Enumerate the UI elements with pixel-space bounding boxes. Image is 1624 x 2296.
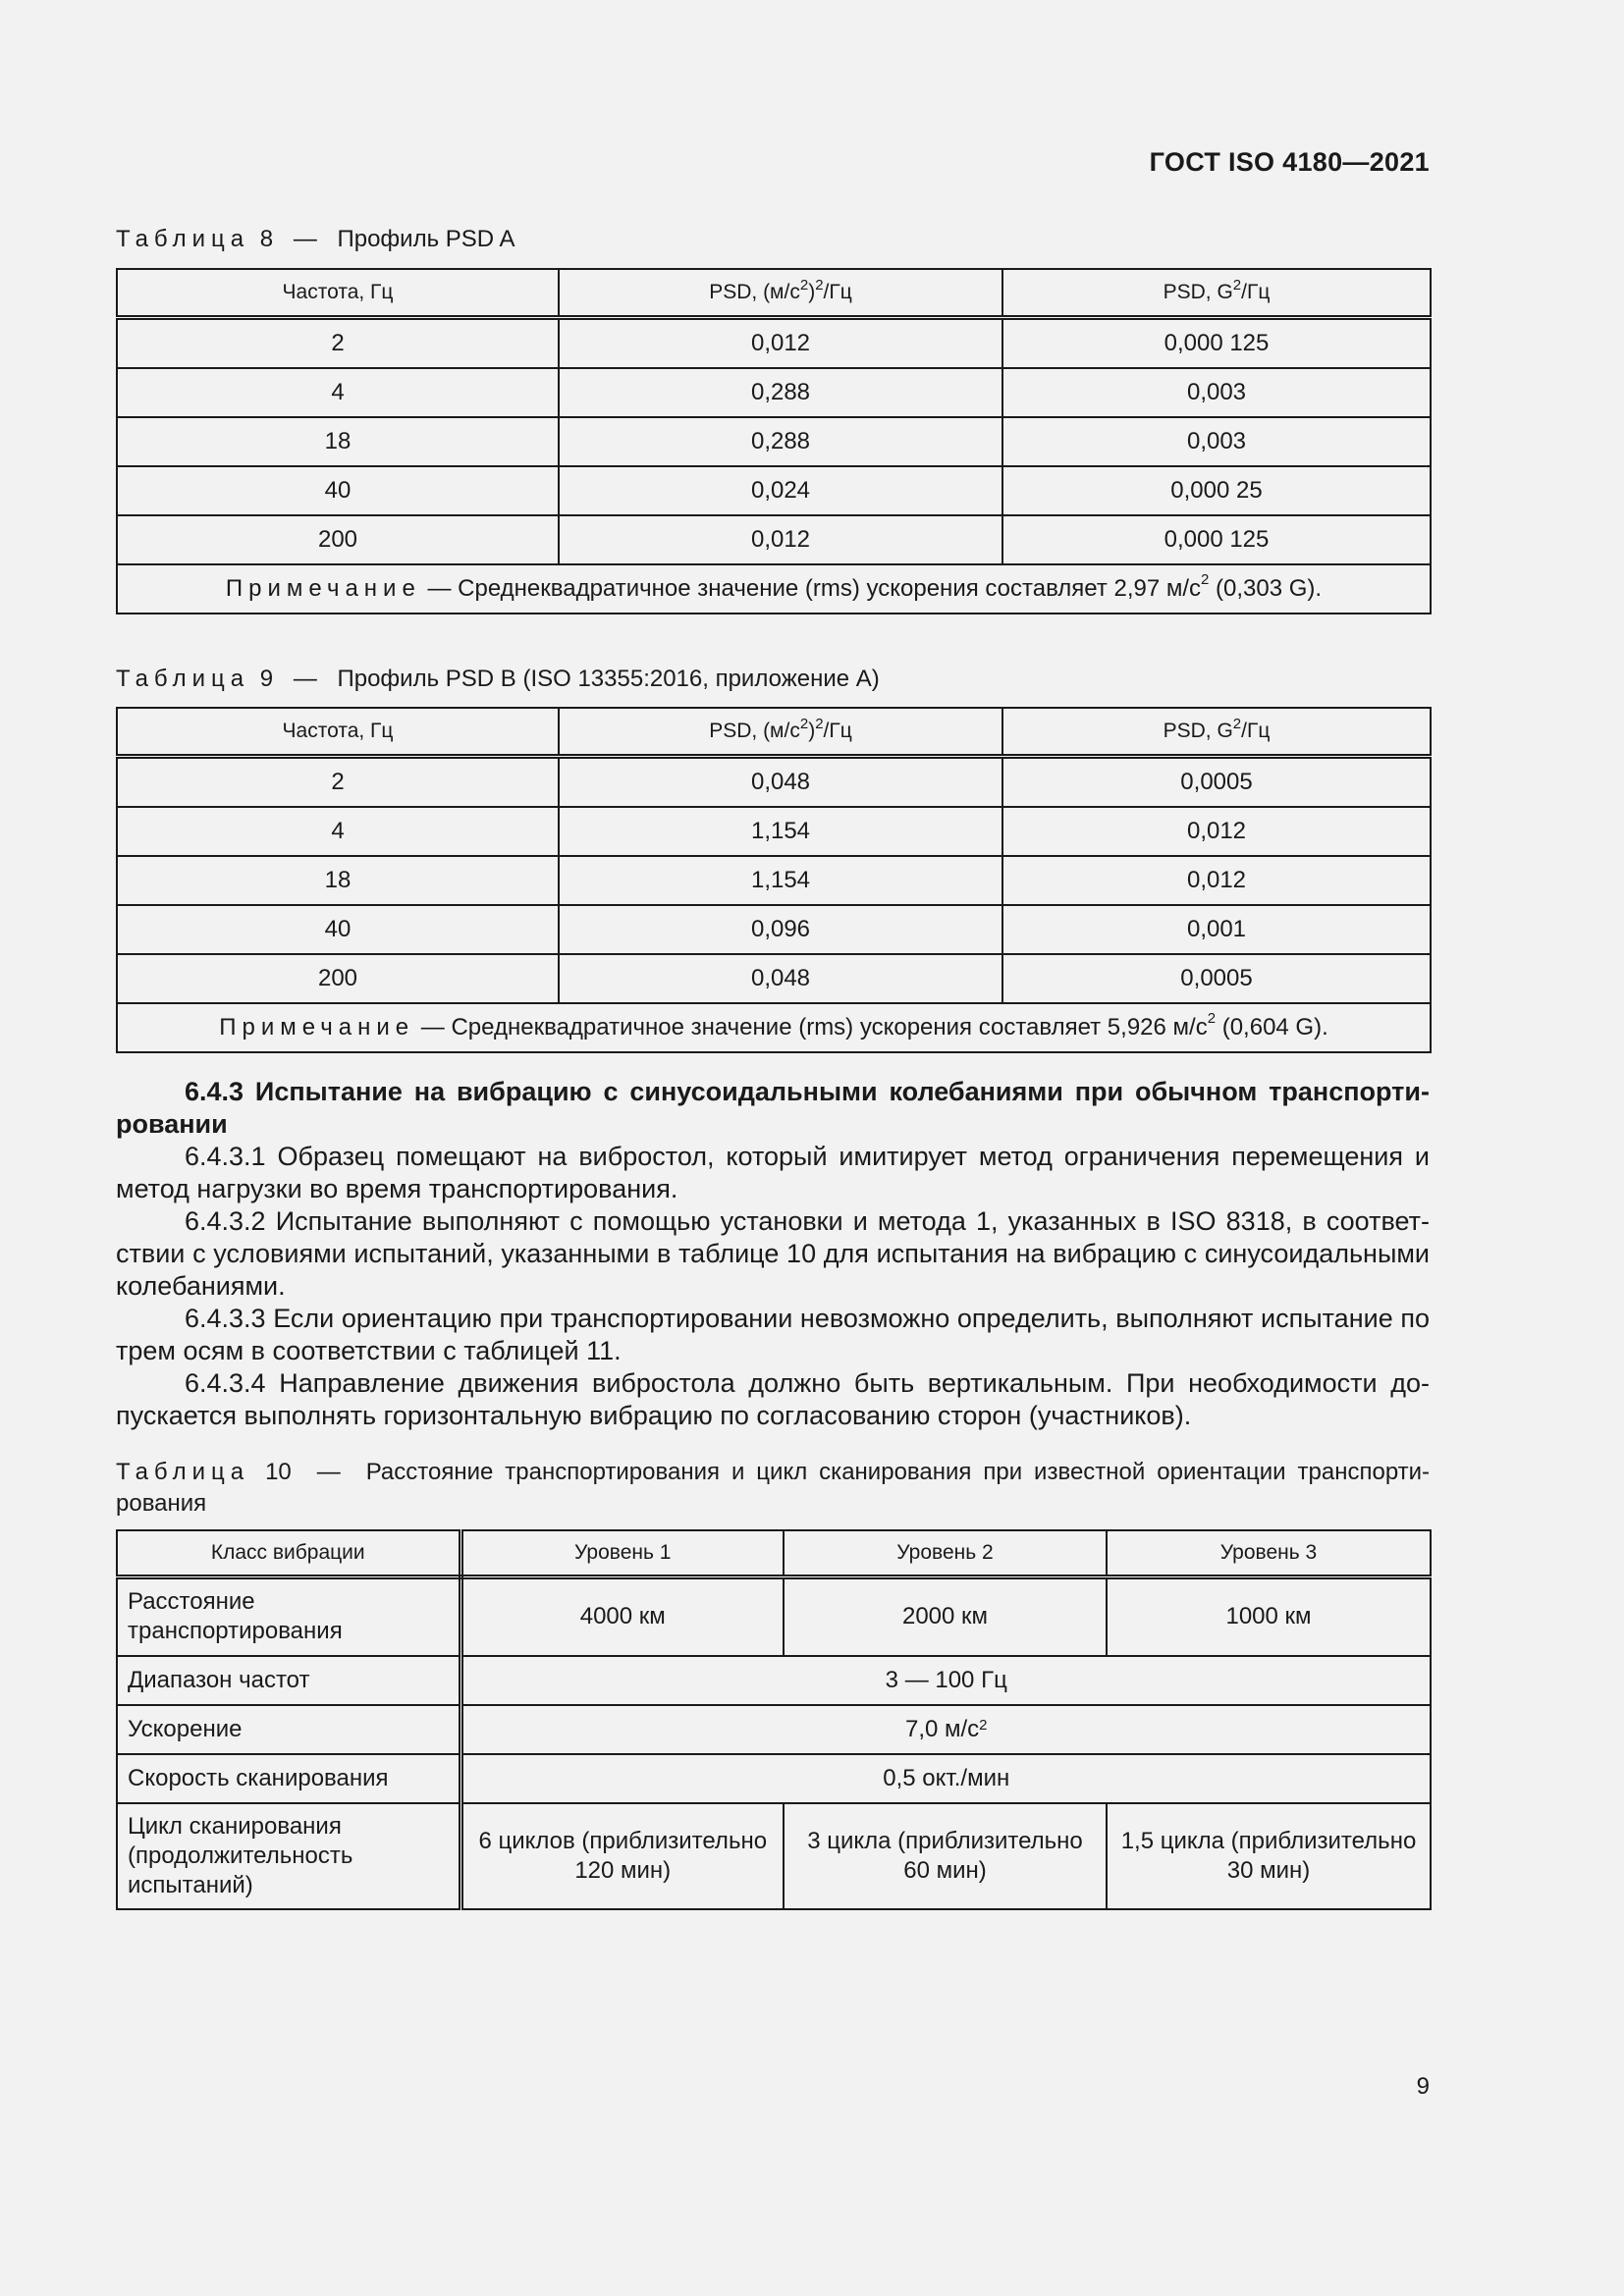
row-label-scan-cycle: Цикл сканирования (продолжительность испытаний): [117, 1803, 460, 1909]
table-row: 18 0,288 0,003: [117, 417, 1431, 466]
accel-value: 7,0 $м/с^2$: [460, 1705, 1431, 1754]
table10: [116, 1529, 1432, 1910]
row-label-freq-range: Диапазон частот: [117, 1656, 460, 1705]
table10-header-row: [117, 1530, 1431, 1577]
paragraph-6-4-3-3: 6.4.3.3 Если ориентацию при транспортировании невозможно определить, выполняют испытание по трем осям в соответствии с таблицей 11.: [116, 1304, 1430, 1365]
table8-caption-dash: —: [293, 226, 317, 252]
page-number: 9: [1416, 2073, 1430, 2100]
freq-range-value: 3 — 100 Гц: [460, 1656, 1431, 1705]
table-row: [117, 1705, 1431, 1754]
table-row: [117, 1656, 1431, 1705]
table9: [116, 707, 1432, 1053]
paragraph-6-4-3-2: 6.4.3.2 Испытание выполняют с помощью установки и метода 1, указанных в ISO 8318, в соответствии с условиями испытаний, указанными в таблице 10 для испытания на вибрацию с синусоидальными колебаниями.: [116, 1206, 1430, 1301]
row-label-distance: Расстояние транспортирования: [117, 1577, 460, 1656]
table8-header-psd-g: PSD, $G^2/Гц$: [1002, 269, 1431, 318]
scan-speed-value: 0,5 окт./мин: [460, 1754, 1431, 1803]
table9-caption-number: 9: [259, 666, 274, 692]
row-label-accel: Ускорение: [117, 1705, 460, 1754]
table9-note-row: [117, 1003, 1431, 1052]
table-row: 4 0,288 0,003: [117, 368, 1431, 417]
table10-caption: [116, 1457, 1430, 1520]
table-row: Цикл сканирования (продолжительность испытаний) 6 циклов (приблизительно 120 мин) 3 цикла (приблизительно 60 мин) 1,5 цикла (приблизительно 30 мин): [117, 1803, 1431, 1909]
table9-caption: [116, 664, 880, 695]
table8-caption-title: Профиль PSD A: [337, 226, 515, 252]
table10-header-class: Класс вибрации: [117, 1530, 460, 1577]
table8-note: Примечание — Среднеквадратичное значение (rms) ускорения составляет 2,97 $м/с^2$ (0,303 G).: [117, 564, 1431, 614]
paragraph-6-4-3-1: 6.4.3.1 Образец помещают на вибростол, который имитирует метод ограничения перемещения и метод нагрузки во время транспортирования.: [116, 1142, 1430, 1203]
section-6-4-3: [116, 1076, 1430, 1432]
table8-header-freq: Частота, Гц: [117, 269, 559, 318]
table9-header-psd-ms2: PSD, $(м/с^2)^2/Гц$: [559, 708, 1002, 757]
table10-caption-label: Таблица: [116, 1459, 250, 1485]
table-row: Расстояние транспортирования 4000 км 2000 км 1000 км: [117, 1577, 1431, 1656]
table10-caption-title: Расстояние транспортирования и цикл сканирования при известной ориентации транспортирования: [116, 1459, 1431, 1517]
table8-caption: [116, 224, 514, 255]
row-label-scan-speed: Скорость сканирования: [117, 1754, 460, 1803]
table8-note-row: [117, 564, 1431, 614]
table9-note: Примечание — Среднеквадратичное значение (rms) ускорения составляет 5,926 $м/с^2$ (0,604 G).: [117, 1003, 1431, 1052]
table-row: 40 0,096 0,001: [117, 905, 1431, 954]
table8-caption-number: 8: [259, 226, 274, 252]
table-row: 18 1,154 0,012: [117, 856, 1431, 905]
table-row: 2 0,012 0,000 125: [117, 318, 1431, 369]
table-row: 200 0,012 0,000 125: [117, 515, 1431, 564]
table10-header-level3: Уровень 3: [1107, 1530, 1431, 1577]
table10-header-level1: Уровень 1: [460, 1530, 784, 1577]
table-row: [117, 1754, 1431, 1803]
table8: [116, 268, 1432, 614]
table-row: 4 1,154 0,012: [117, 807, 1431, 856]
table10-header-level2: Уровень 2: [784, 1530, 1107, 1577]
table8-header-psd-ms2: PSD, $(м/с^2)^2/Гц$: [559, 269, 1002, 318]
paragraph-6-4-3-4: 6.4.3.4 Направление движения вибростола должно быть вертикальным. При необходимости допускается выполнять горизонтальную вибрацию по согласованию сторон (участников).: [116, 1368, 1430, 1430]
section-heading: 6.4.3 Испытание на вибрацию с синусоидальными колебаниями при обычном транспортировании: [116, 1077, 1430, 1139]
document-code: ГОСТ ISO 4180—2021: [1149, 147, 1430, 177]
table9-caption-label: Таблица: [116, 666, 250, 692]
table9-header-freq: Частота, Гц: [117, 708, 559, 757]
table8-caption-label: Таблица: [116, 226, 250, 252]
table9-header-row: [117, 708, 1431, 757]
table9-header-psd-g: PSD, $G^2/Гц$: [1002, 708, 1431, 757]
table10-caption-number: 10: [265, 1459, 292, 1485]
table8-header-row: [117, 269, 1431, 318]
table9-caption-dash: —: [293, 666, 317, 692]
table-row: 40 0,024 0,000 25: [117, 466, 1431, 515]
table-row: 2 0,048 0,0005: [117, 757, 1431, 808]
table9-caption-title: Профиль PSD B (ISO 13355:2016, приложение А): [337, 666, 880, 692]
table10-caption-dash: —: [316, 1459, 341, 1485]
table-row: 200 0,048 0,0005: [117, 954, 1431, 1003]
